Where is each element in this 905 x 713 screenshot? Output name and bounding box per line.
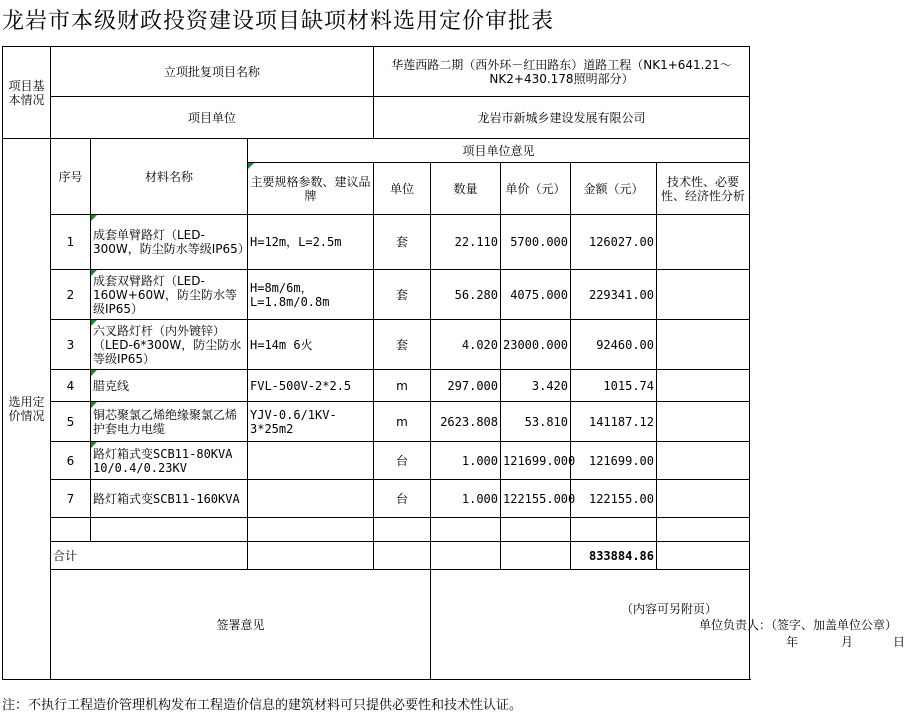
total-value: 833884.86 bbox=[571, 542, 657, 570]
cell-qty: 4.020 bbox=[431, 320, 501, 370]
signature-month: 月 bbox=[841, 635, 854, 649]
cell-no: 6 bbox=[51, 442, 91, 480]
cell-unit: 台 bbox=[374, 480, 431, 518]
table-row bbox=[3, 480, 750, 518]
cell-spec bbox=[248, 480, 374, 518]
cell-spec: H=12m，L=2.5m bbox=[248, 215, 374, 270]
cell-price: 5700.000 bbox=[501, 215, 571, 270]
cell-price: 3.420 bbox=[501, 370, 571, 402]
cell-name: 成套单臂路灯（LED-300W，防尘防水等级IP65） bbox=[91, 215, 248, 270]
cell-price: 121699.000 bbox=[501, 442, 571, 480]
col-header-price: 单价（元） bbox=[501, 163, 571, 215]
cell-unit: m bbox=[374, 402, 431, 442]
cell-amount: 122155.00 bbox=[571, 480, 657, 518]
cell-amount: 121699.00 bbox=[571, 442, 657, 480]
cell-amount: 229341.00 bbox=[571, 270, 657, 320]
cell-unit: 台 bbox=[374, 442, 431, 480]
cell-amount: 92460.00 bbox=[571, 320, 657, 370]
cell-qty: 22.110 bbox=[431, 215, 501, 270]
cell-analysis bbox=[657, 270, 750, 320]
col-header-name: 材料名称 bbox=[91, 139, 248, 215]
cell-name: 铜芯聚氯乙烯绝缘聚氯乙烯护套电力电缆 bbox=[91, 402, 248, 442]
cell-analysis bbox=[657, 402, 750, 442]
cell-analysis bbox=[657, 370, 750, 402]
cell-unit: 套 bbox=[374, 215, 431, 270]
cell-name: 路灯箱式变SCB11-80KVA 10/0.4/0.23KV bbox=[91, 442, 248, 480]
signature-year: 年 bbox=[786, 635, 799, 649]
cell-price: 23000.000 bbox=[501, 320, 571, 370]
opinion-header: 项目单位意见 bbox=[248, 139, 750, 163]
cell-spec: FVL-500V-2*2.5 bbox=[248, 370, 374, 402]
cell-analysis bbox=[657, 320, 750, 370]
table-row bbox=[3, 402, 750, 442]
col-header-amount: 金额（元） bbox=[571, 163, 657, 215]
approval-name-label: 立项批复项目名称 bbox=[51, 47, 374, 97]
cell-amount: 141187.12 bbox=[571, 402, 657, 442]
cell-spec: YJV-0.6/1KV-3*25m2 bbox=[248, 402, 374, 442]
table-row-empty bbox=[3, 518, 750, 542]
unit-label: 项目单位 bbox=[51, 97, 374, 139]
cell-amount: 126027.00 bbox=[571, 215, 657, 270]
cell-amount: 1015.74 bbox=[571, 370, 657, 402]
table-row bbox=[3, 320, 750, 370]
table-row bbox=[3, 370, 750, 402]
cell-qty: 2623.808 bbox=[431, 402, 501, 442]
cell-no: 7 bbox=[51, 480, 91, 518]
cell-qty: 56.280 bbox=[431, 270, 501, 320]
total-label: 合计 bbox=[51, 542, 248, 570]
cell-unit: 套 bbox=[374, 320, 431, 370]
unit-value: 龙岩市新城乡建设发展有限公司 bbox=[374, 97, 750, 139]
cell-qty: 297.000 bbox=[431, 370, 501, 402]
cell-name: 路灯箱式变SCB11-160KVA bbox=[91, 480, 248, 518]
page-title: 龙岩市本级财政投资建设项目缺项材料选用定价审批表 bbox=[2, 9, 555, 34]
col-header-unit: 单位 bbox=[374, 163, 431, 215]
signature-area bbox=[431, 570, 905, 680]
total-row bbox=[3, 542, 750, 570]
cell-spec: H=14m 6火 bbox=[248, 320, 374, 370]
table-row bbox=[3, 270, 750, 320]
cell-no: 4 bbox=[51, 370, 91, 402]
cell-no: 1 bbox=[51, 215, 91, 270]
cell-spec bbox=[248, 442, 374, 480]
col-header-no: 序号 bbox=[51, 139, 91, 215]
cell-no: 2 bbox=[51, 270, 91, 320]
cell-price: 4075.000 bbox=[501, 270, 571, 320]
cell-analysis bbox=[657, 480, 750, 518]
approval-table bbox=[2, 46, 905, 680]
materials-section-label: 选用定价情况 bbox=[3, 139, 51, 680]
table-row bbox=[3, 442, 750, 480]
signature-label: 签署意见 bbox=[51, 570, 431, 680]
cell-analysis bbox=[657, 215, 750, 270]
signature-note: （内容可另附页） bbox=[621, 602, 718, 616]
cell-unit: 套 bbox=[374, 270, 431, 320]
footnote: 注：不执行工程造价管理机构发布工程造价信息的建筑材料可只提供必要性和技术性认证。 bbox=[2, 698, 523, 713]
approval-name-value: 华莲西路二期（西外环－红田路东）道路工程（NK1+641.21～NK2+430.178照明部分） bbox=[374, 47, 750, 97]
cell-no: 3 bbox=[51, 320, 91, 370]
cell-unit: m bbox=[374, 370, 431, 402]
project-info-section-label: 项目基本情况 bbox=[3, 47, 51, 139]
cell-qty: 1.000 bbox=[431, 442, 501, 480]
cell-analysis bbox=[657, 442, 750, 480]
cell-qty: 1.000 bbox=[431, 480, 501, 518]
col-header-qty: 数量 bbox=[431, 163, 501, 215]
signature-day: 日 bbox=[893, 635, 905, 649]
col-header-spec: 主要规格参数、建议品牌 bbox=[248, 163, 374, 215]
col-header-analysis: 技术性、必要性、经济性分析 bbox=[657, 163, 750, 215]
cell-spec: H=8m/6m，L=1.8m/0.8m bbox=[248, 270, 374, 320]
signature-responsible: 单位负责人：（签字、加盖单位公章） bbox=[699, 618, 898, 632]
cell-name: 成套双臂路灯（LED-160W+60W，防尘防水等级IP65） bbox=[91, 270, 248, 320]
cell-name: 六叉路灯杆（内外镀锌）（LED-6*300W，防尘防水等级IP65） bbox=[91, 320, 248, 370]
cell-price: 122155.000 bbox=[501, 480, 571, 518]
cell-name: 腊克线 bbox=[91, 370, 248, 402]
cell-no: 5 bbox=[51, 402, 91, 442]
table-row bbox=[3, 215, 750, 270]
cell-price: 53.810 bbox=[501, 402, 571, 442]
